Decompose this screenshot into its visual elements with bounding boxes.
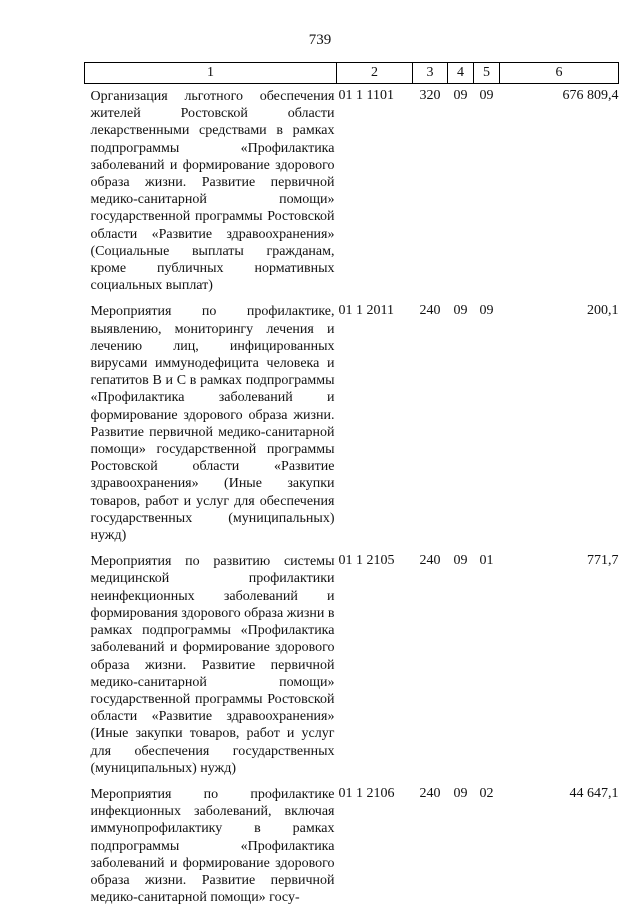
row-col4: 09 <box>453 553 468 569</box>
row-col3: 320 <box>419 88 441 103</box>
row-code: 01 1 1101 <box>338 88 394 103</box>
table-row <box>85 84 619 300</box>
column-header-3: 3 <box>413 63 448 84</box>
row-description: Мероприятия по профилактике инфекционных заболеваний, включая иммунопрофилактику в рамках подпрограммы «Профилактика заболеваний и формирование здорового образа жизни. Развитие первичной медико-санитарной помощи» госу- <box>90 786 335 906</box>
column-header-2: 2 <box>337 63 413 84</box>
row-col3: 240 <box>419 303 441 319</box>
row-col5: 09 <box>479 88 494 103</box>
table-row <box>85 299 619 549</box>
column-header-4: 4 <box>448 63 474 84</box>
table-row <box>85 782 619 911</box>
row-amount: 44 647,1 <box>569 785 619 801</box>
column-header-1: 1 <box>85 63 337 84</box>
row-amount: 200,1 <box>587 303 619 319</box>
column-header-5: 5 <box>474 63 500 84</box>
page-number: 739 <box>308 32 332 48</box>
row-col5: 01 <box>479 553 494 569</box>
budget-table <box>84 62 619 911</box>
row-amount: 771,7 <box>587 553 619 569</box>
row-amount: 676 809,4 <box>562 88 619 103</box>
row-description: Мероприятия по профилактике, выявлению, мониторингу лечения и лечению лиц, инфицированных вирусами иммунодефицита человека и гепатитов B и C в рамках подпрограммы «Профилактика заболеваний и формирование здорового образа жизни. Развитие первичной медико-санитарной помощи» государственной программы Ростовской области «Развитие здравоохранения» (Иные закупки товаров, работ и услуг для обеспечения государственных (муниципальных) нужд) <box>90 304 335 544</box>
row-col5: 09 <box>479 303 494 319</box>
row-col4: 09 <box>453 88 468 103</box>
column-header-6: 6 <box>500 63 619 84</box>
row-col4: 09 <box>453 785 468 801</box>
row-code: 01 1 2105 <box>338 553 395 569</box>
row-description: Мероприятия по развитию системы медицинской профилактики неинфекционных заболеваний и формирования здорового образа жизни в рамках подпрограммы «Профилактика заболеваний и формирование здорового образа жизни. Развитие первичной медико-санитарной помощи» государственной программы Ростовской области «Развитие здравоохранения» (Иные закупки товаров, работ и услуг для обеспечения государственных (муниципальных) нужд) <box>90 554 335 776</box>
row-code: 01 1 2011 <box>338 303 394 319</box>
row-col3: 240 <box>419 785 441 801</box>
table-row <box>85 549 619 782</box>
table-header-row <box>85 63 619 84</box>
row-col3: 240 <box>419 553 441 569</box>
row-code: 01 1 2106 <box>338 785 395 801</box>
row-col4: 09 <box>453 303 468 319</box>
row-description: Организация льготного обеспечения жителей Ростовской области лекарственными средствами в рамках подпрограммы «Профилактика заболеваний и формирование здорового образа жизни. Развитие первичной медико-санитарной помощи» государственной программы Ростовской области «Развитие здравоохранения» (Социальные выплаты гражданам, кроме публичных нормативных социальных выплат) <box>90 89 335 294</box>
row-col5: 02 <box>479 785 494 801</box>
